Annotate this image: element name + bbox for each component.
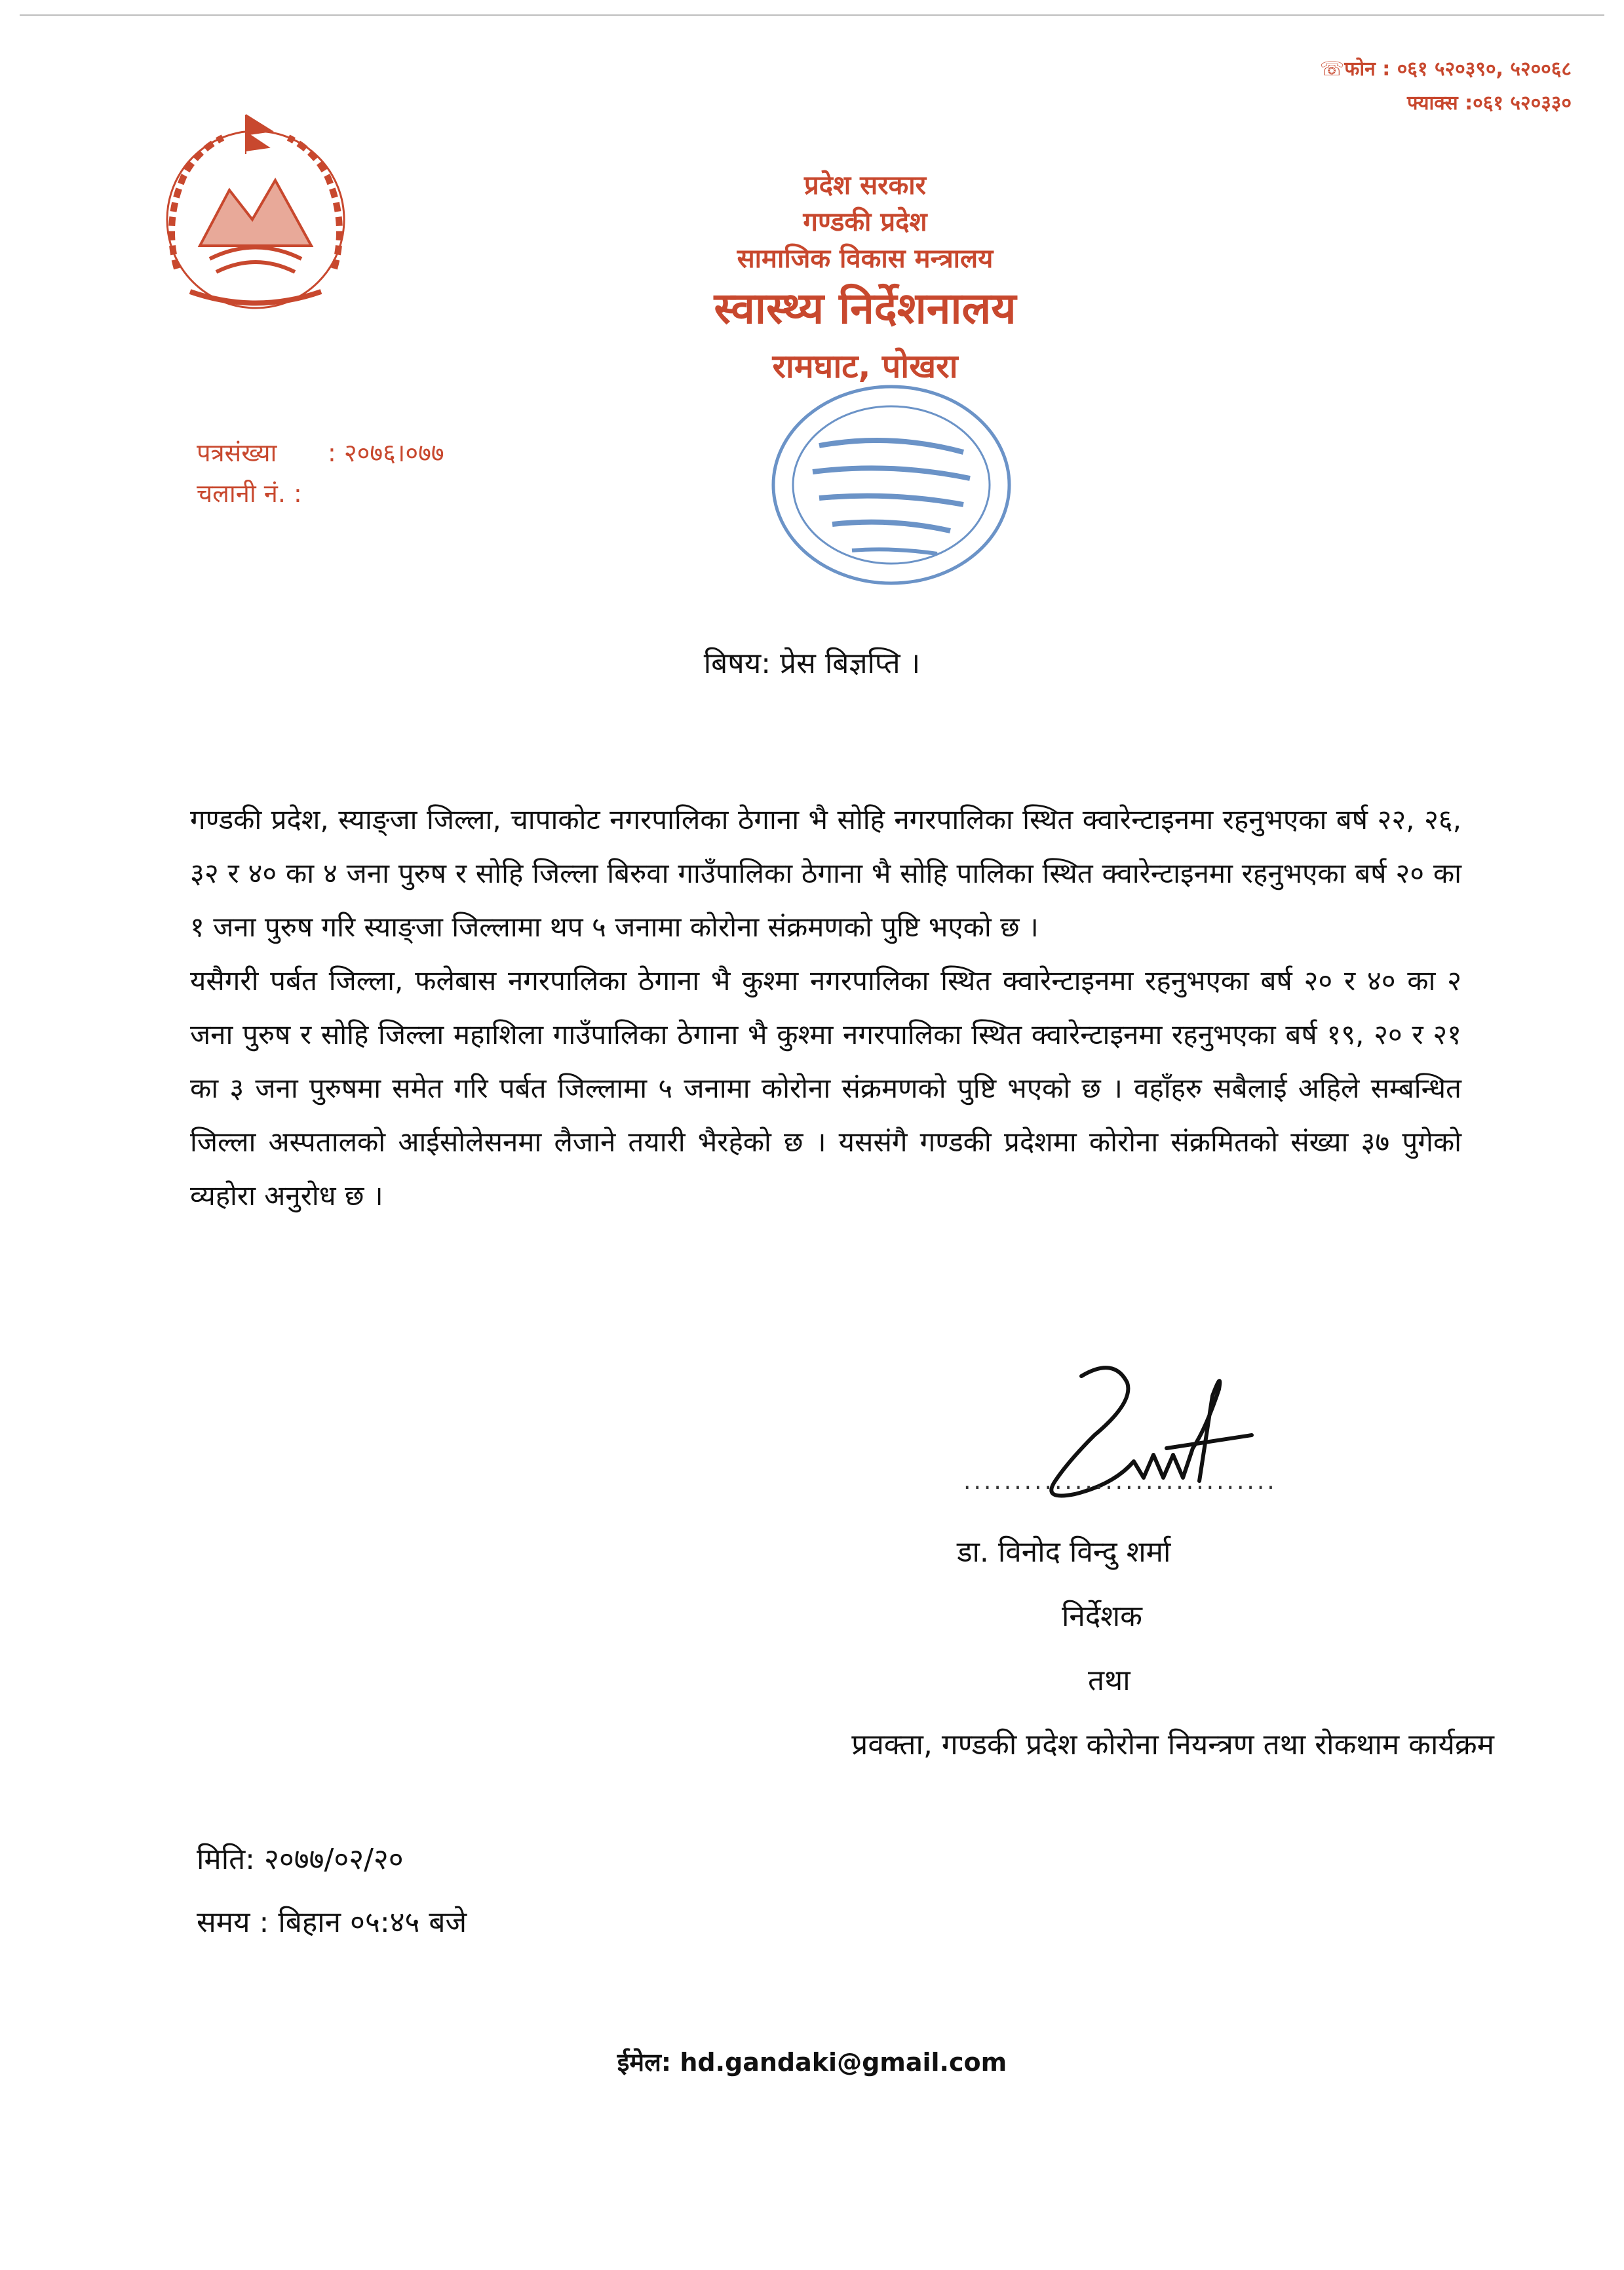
fax-number: फ्याक्स :०६१ ५२०३३० [1406,92,1572,115]
signatory-conjunction: तथा [1088,1664,1131,1697]
signatory-name: डा. विनोद विन्दु शर्मा [957,1535,1171,1569]
body-paragraph-2: यसैगरी पर्बत जिल्ला, फलेबास नगरपालिका ठेगाना भै कुश्मा नगरपालिका स्थित क्वारेन्टाइनमा रहनुभएका बर्ष २० र ४० का २ जना पुरुष र सोहि जिल्ला महाशिला गाउँपालिका ठेगाना भै कुश्मा नगरपालिका स्थित क्वारेन्टाइनमा रहनुभएका बर्ष १९, २० र २१ का ३ जना पुरुषमा समेत गरि पर्बत जिल्लामा ५ जनामा कोरोना संक्रमणको पुष्टि भएको छ । वहाँहरु सबैलाई अहिले सम्बन्धित जिल्ला अस्पतालको आईसोलेसनमा लैजाने तयारी भैरहेको छ । यससंगै गण्डकी प्रदेशमा कोरोना संक्रमितको संख्या ३७ पुगेको व्यहोरा अनुरोध छ । [190,965,1461,1212]
body-paragraph-1: गण्डकी प्रदेश, स्याङ्जा जिल्ला, चापाकोट नगरपालिका ठेगाना भै सोहि नगरपालिका स्थित क्वारेन्टाइनमा रहनुभएका बर्ष २२, २६, ३२ र ४० का ४ जना पुरुष र सोहि जिल्ला बिरुवा गाउँपालिका ठेगाना भै सोहि पालिका स्थित क्वारेन्टाइनमा रहनुभएका बर्ष २० का १ जना पुरुष गरि स्याङ्जा जिल्लामा थप ५ जनामा कोरोना संक्रमणको पुष्टि भएको छ । [190,803,1461,943]
handwritten-signature-icon [1003,1350,1278,1527]
time-line: समय : बिहान ०५:४५ बजे [197,1906,467,1939]
letterhead [570,167,1160,393]
letter-number-value: : २०७६।०७७ [328,438,444,467]
letter-number-row [197,433,444,473]
top-border-line [20,14,1604,16]
signature-dotted-line: ............................... [963,1468,1277,1495]
date-line: मिति: २०७७/०२/२० [197,1843,404,1876]
contact-info [1320,52,1572,121]
dispatch-number-label: चलानी नं. : [197,479,302,508]
header-ministry: सामाजिक विकास मन्त्रालय [737,244,994,274]
header-location: रामघाट, पोखरा [772,347,958,385]
phone-numbers: ☏फोन : ०६१ ५२०३९०, ५२००६८ [1319,58,1572,81]
reference-block [197,433,444,514]
nepal-government-emblem-icon [138,105,374,328]
header-province: गण्डकी प्रदेश [803,207,927,237]
dispatch-number-row [197,473,444,514]
signature-block [721,1520,1547,1777]
letter-number-label: पत्रसंख्या [197,438,277,467]
subject-line: बिषय: प्रेस बिज्ञप्ति । [703,647,921,680]
letter-body [190,793,1461,1223]
office-stamp-icon [754,367,1029,603]
date-block [197,1828,467,1954]
header-government: प्रदेश सरकार [804,170,926,201]
header-office: स्वास्थ्य निर्देशनालय [714,283,1016,334]
footer-email: ईमेल: hd.gandaki@gmail.com [617,2048,1007,2077]
signatory-title: निर्देशक [1062,1600,1142,1633]
signatory-role: प्रवक्ता, गण्डकी प्रदेश कोरोना नियन्त्रण तथा रोकथाम कार्यक्रम [851,1728,1494,1761]
